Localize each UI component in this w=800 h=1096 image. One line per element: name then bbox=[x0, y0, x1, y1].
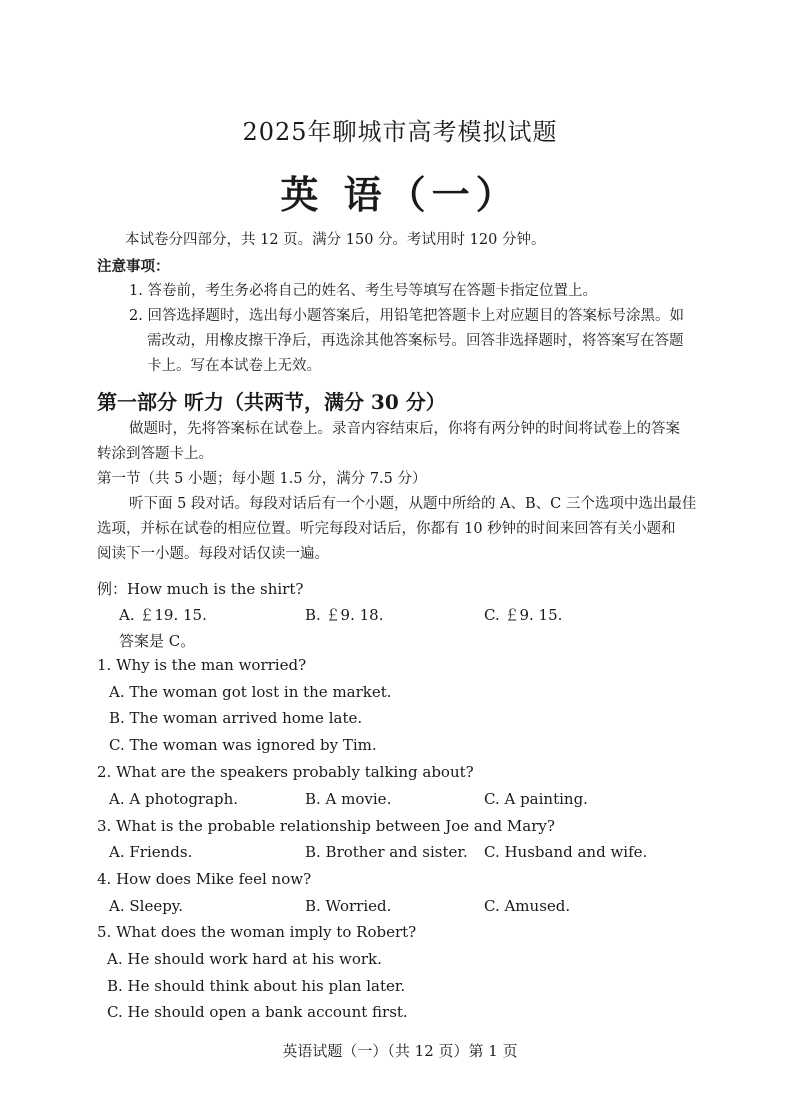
question-5-option-c: C. He should open a bank account first. bbox=[107, 1003, 408, 1021]
page-footer: 英语试题（一）（共 12 页）第 1 页 bbox=[282, 1042, 518, 1060]
question-1-option-b: B. The woman arrived home late. bbox=[109, 709, 363, 727]
exam-intro: 本试卷分四部分，共 12 页。满分 150 分。考试用时 120 分钟。 bbox=[125, 232, 546, 248]
part1-instruction-line-2: 转涂到答题卡上。 bbox=[97, 446, 213, 462]
section1-directions-line-3: 阅读下一小题。每段对话仅读一遍。 bbox=[97, 546, 329, 562]
question-5-option-a: A. He should work hard at his work. bbox=[107, 950, 382, 968]
notes-heading: 注意事项： bbox=[97, 258, 170, 275]
question-4: 4. How does Mike feel now? bbox=[97, 870, 312, 888]
example-option-a: A. ￡19. 15. bbox=[119, 606, 207, 624]
question-2-option-b: B. A movie. bbox=[305, 790, 392, 808]
example-option-c: C. ￡9. 15. bbox=[484, 606, 563, 624]
question-4-option-c: C. Amused. bbox=[484, 897, 571, 915]
example-question: 例：How much is the shirt? bbox=[97, 580, 304, 598]
subject-title: 英 语（一） bbox=[280, 172, 520, 217]
note-item-2-line-2: 需改动，用橡皮擦干净后，再选涂其他答案标号。回答非选择题时，将答案写在答题 bbox=[147, 333, 684, 349]
question-1-option-a: A. The woman got lost in the market. bbox=[109, 683, 392, 701]
question-1: 1. Why is the man worried? bbox=[97, 656, 307, 674]
question-3-option-c: C. Husband and wife. bbox=[484, 843, 648, 861]
exam-title: 2025年聊城市高考模拟试题 bbox=[242, 118, 558, 146]
question-4-option-a: A. Sleepy. bbox=[109, 897, 184, 915]
note-item-2-line-1: 2. 回答选择题时，选出每小题答案后，用铅笔把答题卡上对应题目的答案标号涂黑。如 bbox=[129, 308, 684, 324]
section1-heading: 第一节（共 5 小题；每小题 1.5 分，满分 7.5 分） bbox=[97, 471, 427, 487]
question-3-option-a: A. Friends. bbox=[109, 843, 193, 861]
question-5-option-b: B. He should think about his plan later. bbox=[107, 977, 406, 995]
note-item-2-line-3: 卡上。写在本试卷上无效。 bbox=[147, 358, 321, 374]
note-item-1: 1. 答卷前，考生务必将自己的姓名、考生号等填写在答题卡指定位置上。 bbox=[129, 283, 597, 299]
question-2-option-a: A. A photograph. bbox=[109, 790, 239, 808]
question-4-option-b: B. Worried. bbox=[305, 897, 392, 915]
question-5: 5. What does the woman imply to Robert? bbox=[97, 923, 417, 941]
question-3-option-b: B. Brother and sister. bbox=[305, 843, 468, 861]
part1-heading: 第一部分 听力（共两节，满分 30 分） bbox=[97, 390, 446, 414]
question-2-option-c: C. A painting. bbox=[484, 790, 588, 808]
section1-directions-line-2: 选项，并标在试卷的相应位置。听完每段对话后，你都有 10 秒钟的时间来回答有关小题和 bbox=[97, 521, 676, 537]
question-3: 3. What is the probable relationship between Joe and Mary? bbox=[97, 817, 555, 835]
example-answer: 答案是 C。 bbox=[119, 632, 196, 650]
question-1-option-c: C. The woman was ignored by Tim. bbox=[109, 736, 377, 754]
example-option-b: B. ￡9. 18. bbox=[305, 606, 384, 624]
section1-directions-line-1: 听下面 5 段对话。每段对话后有一个小题，从题中所给的 A、B、C 三个选项中选出最佳 bbox=[129, 496, 697, 512]
question-2: 2. What are the speakers probably talking about? bbox=[97, 763, 474, 781]
part1-instruction-line-1: 做题时，先将答案标在试卷上。录音内容结束后，你将有两分钟的时间将试卷上的答案 bbox=[129, 421, 680, 437]
